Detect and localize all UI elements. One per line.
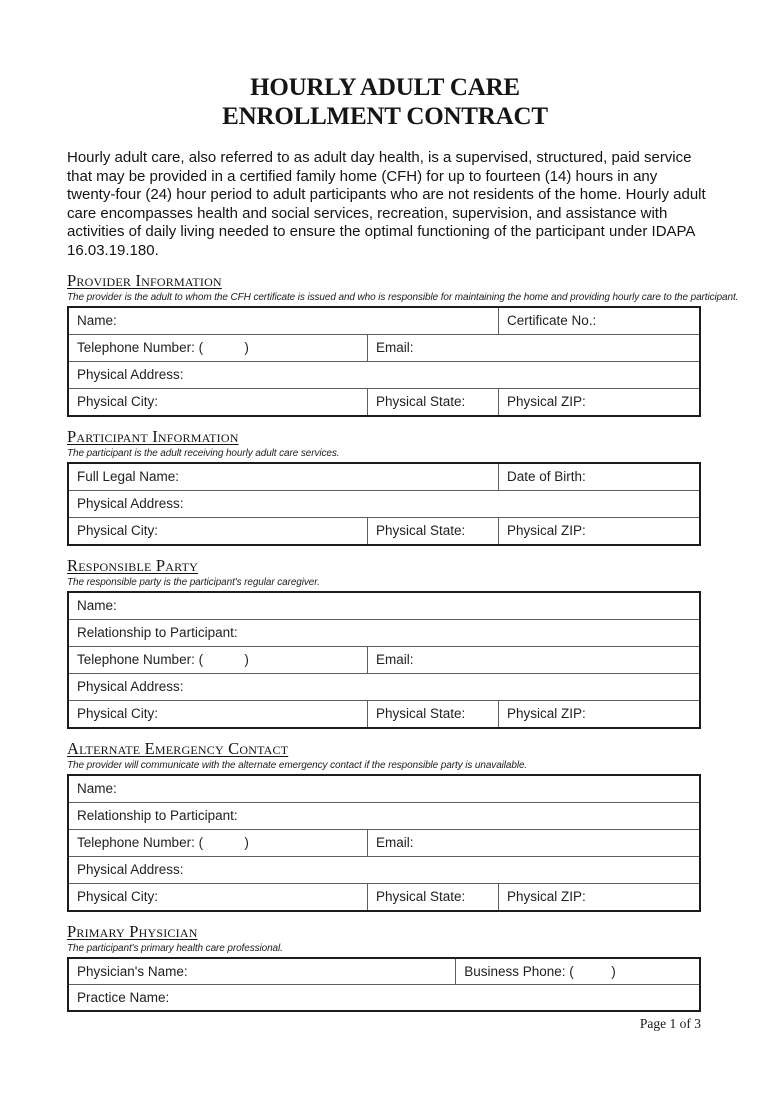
responsible-telephone-field[interactable]: [69, 647, 367, 673]
participant-physical-city-field-label: Physical City:: [77, 523, 159, 539]
alternate-physical-city-field[interactable]: [69, 884, 367, 910]
participant-physical-zip-field[interactable]: [498, 518, 699, 544]
responsible-party-subtitle: The responsible party is the participant's regular caregiver.: [67, 576, 320, 588]
table-row: [69, 984, 699, 1010]
alternate-email-field[interactable]: [367, 830, 699, 856]
table-row: [69, 490, 699, 517]
alternate-physical-state-field-label: Physical State:: [375, 889, 466, 905]
alternate-relationship-field[interactable]: [69, 803, 699, 829]
provider-physical-address-field-label: Physical Address:: [77, 367, 184, 383]
alternate-emergency-contact-heading: Alternate Emergency Contact: [67, 738, 289, 758]
section-responsible-party: [67, 546, 707, 729]
primary-physician-table: [67, 957, 701, 1012]
intro-paragraph: Hourly adult care, also referred to as adult day health, is a supervised, structured, paid service that may be provided in a certified family home (CFH) for up to fourteen (14) hours in any twenty-four (24) hour period to adult participants who are not residents of the home. Hourly adult care encompasses health and social services, recreation, supervision, and assistance with activities of daily living needed to ensure the optimal functioning of the participant under IDAPA 16.03.19.180.: [67, 149, 706, 259]
physician-practice-name-field-label: Practice Name:: [77, 989, 170, 1005]
physician-business-phone-field-label: Business Phone: ( ): [464, 963, 616, 979]
page-number: Page 1 of 3: [639, 1015, 701, 1031]
table-row: [69, 334, 699, 361]
responsible-physical-address-field-label: Physical Address:: [77, 679, 184, 695]
provider-email-field-label: Email:: [375, 340, 414, 356]
table-row: [69, 700, 699, 727]
participant-information-table: [67, 462, 701, 546]
responsible-party-heading: Responsible Party: [67, 555, 198, 575]
primary-physician-heading: Primary Physician: [67, 921, 198, 941]
alternate-emergency-contact-subtitle: The provider will communicate with the alternate emergency contact if the responsible party is unavailable.: [67, 759, 528, 771]
participant-physical-address-field[interactable]: [69, 491, 699, 517]
table-row: [69, 593, 699, 619]
provider-name-field[interactable]: [69, 308, 498, 334]
physician-name-field-label: Physician's Name:: [77, 963, 188, 979]
responsible-physical-state-field[interactable]: [367, 701, 498, 727]
section-alternate-emergency-contact: [67, 729, 707, 912]
participant-physical-address-field-label: Physical Address:: [77, 496, 184, 512]
alternate-telephone-field[interactable]: [69, 830, 367, 856]
responsible-name-field-label: Name:: [77, 598, 117, 614]
provider-physical-state-field[interactable]: [367, 389, 498, 415]
provider-physical-city-field[interactable]: [69, 389, 367, 415]
alternate-physical-zip-field[interactable]: [498, 884, 699, 910]
participant-physical-zip-field-label: Physical ZIP:: [507, 523, 586, 539]
provider-physical-zip-field[interactable]: [498, 389, 699, 415]
provider-name-field-label: Name:: [77, 313, 117, 329]
alternate-name-field[interactable]: [69, 776, 699, 802]
provider-physical-address-field[interactable]: [69, 362, 699, 388]
provider-certificate-no-field-label: Certificate No.:: [507, 313, 597, 329]
table-row: [69, 856, 699, 883]
alternate-physical-address-field[interactable]: [69, 857, 699, 883]
participant-information-heading: Participant Information: [67, 426, 239, 446]
document-title-line2: ENROLLMENT CONTRACT: [222, 103, 548, 130]
table-row: [69, 776, 699, 802]
table-row: [69, 673, 699, 700]
form-sections: [67, 261, 739, 1012]
alternate-telephone-field-label: Telephone Number: ( ): [77, 835, 249, 851]
participant-physical-state-field[interactable]: [367, 518, 498, 544]
provider-physical-zip-field-label: Physical ZIP:: [507, 394, 586, 410]
participant-date-of-birth-field[interactable]: [498, 464, 699, 490]
participant-physical-state-field-label: Physical State:: [375, 523, 466, 539]
responsible-physical-zip-field[interactable]: [498, 701, 699, 727]
document-title-line1: HOURLY ADULT CARE: [250, 74, 520, 101]
table-row: [69, 308, 699, 334]
alternate-physical-zip-field-label: Physical ZIP:: [507, 889, 586, 905]
table-row: [69, 361, 699, 388]
document-page: [0, 73, 770, 1097]
table-row: [69, 802, 699, 829]
table-row: [69, 959, 699, 984]
physician-name-field[interactable]: [69, 959, 455, 984]
provider-physical-state-field-label: Physical State:: [375, 394, 466, 410]
participant-full-legal-name-field[interactable]: [69, 464, 498, 490]
responsible-relationship-field-label: Relationship to Participant:: [77, 625, 238, 641]
table-row: [69, 829, 699, 856]
responsible-physical-city-field-label: Physical City:: [77, 706, 159, 722]
responsible-telephone-field-label: Telephone Number: ( ): [77, 652, 249, 668]
provider-information-subtitle: The provider is the adult to whom the CFH certificate is issued and who is responsible for maintaining the home and providing hourly care to the participant.: [67, 291, 739, 303]
alternate-physical-address-field-label: Physical Address:: [77, 862, 184, 878]
alternate-email-field-label: Email:: [375, 835, 414, 851]
section-primary-physician: [67, 912, 707, 1012]
section-participant-information: [67, 417, 707, 546]
participant-physical-city-field[interactable]: [69, 518, 367, 544]
participant-information-subtitle: The participant is the adult receiving hourly adult care services.: [67, 447, 340, 459]
participant-full-legal-name-field-label: Full Legal Name:: [77, 469, 180, 485]
table-row: [69, 646, 699, 673]
alternate-emergency-contact-table: [67, 774, 701, 912]
alternate-physical-city-field-label: Physical City:: [77, 889, 159, 905]
document-title: [0, 73, 770, 131]
participant-date-of-birth-field-label: Date of Birth:: [507, 469, 586, 485]
responsible-physical-zip-field-label: Physical ZIP:: [507, 706, 586, 722]
responsible-physical-state-field-label: Physical State:: [375, 706, 466, 722]
primary-physician-subtitle: The participant's primary health care professional.: [67, 942, 283, 954]
table-row: [69, 388, 699, 415]
responsible-email-field-label: Email:: [375, 652, 414, 668]
responsible-name-field[interactable]: [69, 593, 699, 619]
provider-information-table: [67, 306, 701, 417]
table-row: [69, 883, 699, 910]
provider-certificate-no-field[interactable]: [498, 308, 699, 334]
physician-practice-name-field[interactable]: [69, 985, 699, 1010]
provider-email-field[interactable]: [367, 335, 699, 361]
table-row: [69, 464, 699, 490]
provider-telephone-field[interactable]: [69, 335, 367, 361]
responsible-party-table: [67, 591, 701, 729]
responsible-email-field[interactable]: [367, 647, 699, 673]
provider-telephone-field-label: Telephone Number: ( ): [77, 340, 249, 356]
table-row: [69, 619, 699, 646]
physician-business-phone-field[interactable]: [455, 959, 699, 984]
responsible-physical-address-field[interactable]: [69, 674, 699, 700]
alternate-physical-state-field[interactable]: [367, 884, 498, 910]
alternate-relationship-field-label: Relationship to Participant:: [77, 808, 238, 824]
provider-physical-city-field-label: Physical City:: [77, 394, 159, 410]
table-row: [69, 517, 699, 544]
alternate-name-field-label: Name:: [77, 781, 117, 797]
responsible-physical-city-field[interactable]: [69, 701, 367, 727]
responsible-relationship-field[interactable]: [69, 620, 699, 646]
section-provider-information: [67, 261, 739, 417]
provider-information-heading: Provider Information: [67, 270, 222, 290]
